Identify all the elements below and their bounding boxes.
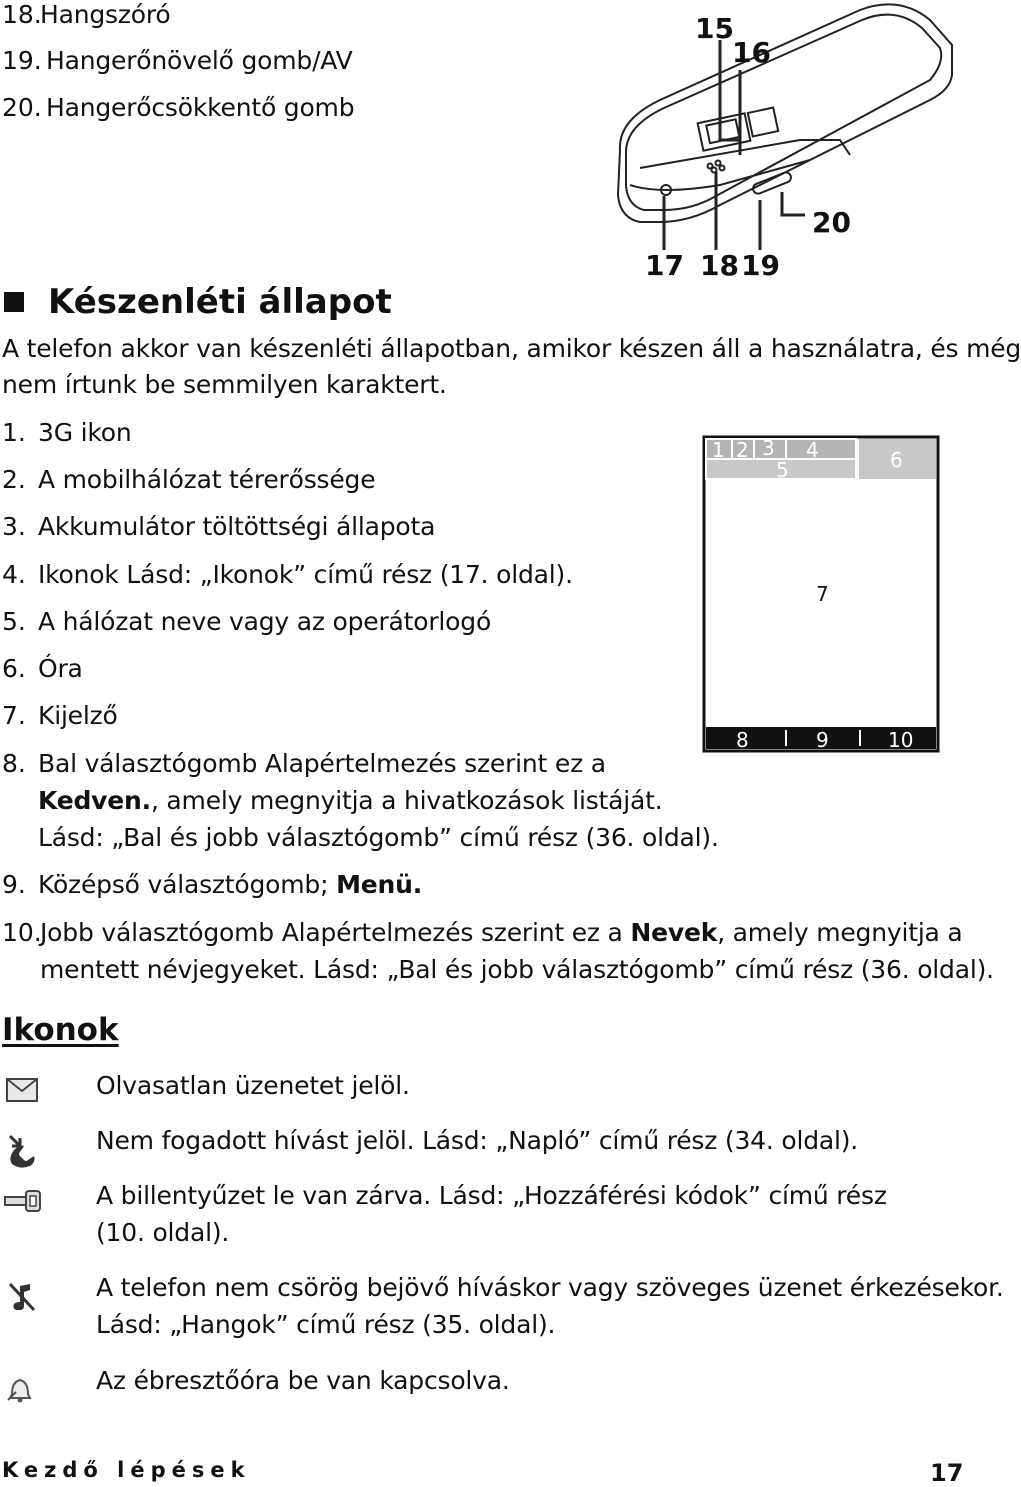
icon-description: Az ébresztőóra be van kapcsolva.: [96, 1366, 510, 1395]
page-number: 17: [930, 1459, 964, 1487]
intro-text-line2: nem írtunk be semmilyen karaktert.: [2, 370, 447, 399]
list-number: 5.: [2, 607, 26, 636]
screen-label-6: 6: [890, 448, 903, 472]
icon-description: A billentyűzet le van zárva. Lásd: „Hozzáférési kódok” című rész: [96, 1181, 887, 1210]
callout-17: 17: [645, 249, 684, 282]
list-text: Hangerőcsökkentő gomb: [46, 93, 355, 122]
section-bullet: [4, 292, 24, 312]
silent-icon: [6, 1280, 40, 1314]
bold-term: Menü.: [336, 870, 423, 899]
list-text-pre: Középső választógomb;: [38, 870, 337, 899]
screen-label-3: 3: [762, 436, 775, 460]
screen-label-1: 1: [712, 438, 725, 462]
list-text: Ikonok Lásd: „Ikonok” című rész (17. oldal).: [38, 560, 573, 589]
icon-description-line2: Lásd: „Hangok” című rész (35. oldal).: [96, 1310, 556, 1339]
list-text: Akkumulátor töltöttségi állapota: [38, 512, 436, 541]
list-text: Hangszóró: [40, 0, 171, 29]
bold-term: Kedven.: [38, 786, 151, 815]
callout-15: 15: [695, 12, 734, 45]
section-title: Készenléti állapot: [48, 282, 392, 322]
icon-description: A telefon nem csörög bejövő híváskor vagy szöveges üzenet érkezésekor.: [96, 1273, 1004, 1302]
alarm-bell-icon: [4, 1372, 36, 1402]
list-text: Bal választógomb Alapértelmezés szerint ez a: [38, 749, 606, 778]
list-text: [40, 918, 963, 948]
bold-term: Nevek: [630, 918, 718, 947]
screen-label-8: 8: [736, 728, 749, 752]
callout-18: 18: [700, 249, 739, 282]
standby-screen-diagram: [702, 435, 940, 755]
list-number: 3.: [2, 512, 26, 541]
list-number: 8.: [2, 749, 26, 778]
list-number: 19.: [2, 46, 42, 75]
list-number: 2.: [2, 465, 26, 494]
keylock-icon: [4, 1188, 42, 1214]
screen-label-5: 5: [776, 458, 789, 482]
list-number: 6.: [2, 654, 26, 683]
list-text: Hangerőnövelő gomb/AV: [46, 46, 353, 75]
list-text: Kijelző: [38, 701, 118, 730]
list-number: 9.: [2, 870, 26, 899]
envelope-icon: [6, 1076, 38, 1104]
icon-description-line2: (10. oldal).: [96, 1218, 230, 1247]
callout-16: 16: [732, 36, 771, 69]
list-text-line2: mentett névjegyeket. Lásd: „Bal és jobb választógomb” című rész (36. oldal).: [40, 955, 994, 984]
list-text: A mobilhálózat térerőssége: [38, 465, 376, 494]
screen-label-9: 9: [816, 728, 829, 752]
intro-text-line1: A telefon akkor van készenléti állapotban, amikor készen áll a használatra, és még: [2, 334, 1021, 363]
icon-description: Nem fogadott hívást jelöl. Lásd: „Napló” című rész (34. oldal).: [96, 1126, 859, 1155]
list-number: 7.: [2, 701, 26, 730]
list-text: [38, 870, 422, 900]
icons-heading: Ikonok: [2, 1012, 119, 1048]
list-number: 1.: [2, 418, 26, 447]
screen-label-10: 10: [888, 728, 914, 752]
list-text: 3G ikon: [38, 418, 132, 447]
callout-20: 20: [812, 206, 851, 239]
list-number: 18.: [2, 0, 42, 29]
list-number: 20.: [2, 93, 42, 122]
list-text-line3: Lásd: „Bal és jobb választógomb” című rész (36. oldal).: [38, 823, 719, 852]
list-number: 4.: [2, 560, 26, 589]
list-text: Óra: [38, 654, 83, 683]
missed-call-icon: [6, 1132, 42, 1168]
screen-label-7: 7: [816, 582, 829, 606]
phone-back-illustration: [600, 0, 960, 290]
list-text-post: , amely megnyitja a: [717, 918, 963, 947]
footer-section-title: Kezdő lépések: [2, 1458, 251, 1482]
list-number: 10.: [2, 918, 42, 947]
screen-label-4: 4: [806, 438, 819, 462]
icon-description: Olvasatlan üzenetet jelöl.: [96, 1071, 410, 1100]
list-text-rest: , amely megnyitja a hivatkozások listáját.: [150, 786, 663, 815]
callout-19: 19: [741, 249, 780, 282]
screen-label-2: 2: [736, 438, 749, 462]
list-text-line2: [38, 786, 662, 816]
list-text: A hálózat neve vagy az operátorlogó: [38, 607, 492, 636]
list-text-pre: Jobb választógomb Alapértelmezés szerint ez a: [40, 918, 631, 947]
